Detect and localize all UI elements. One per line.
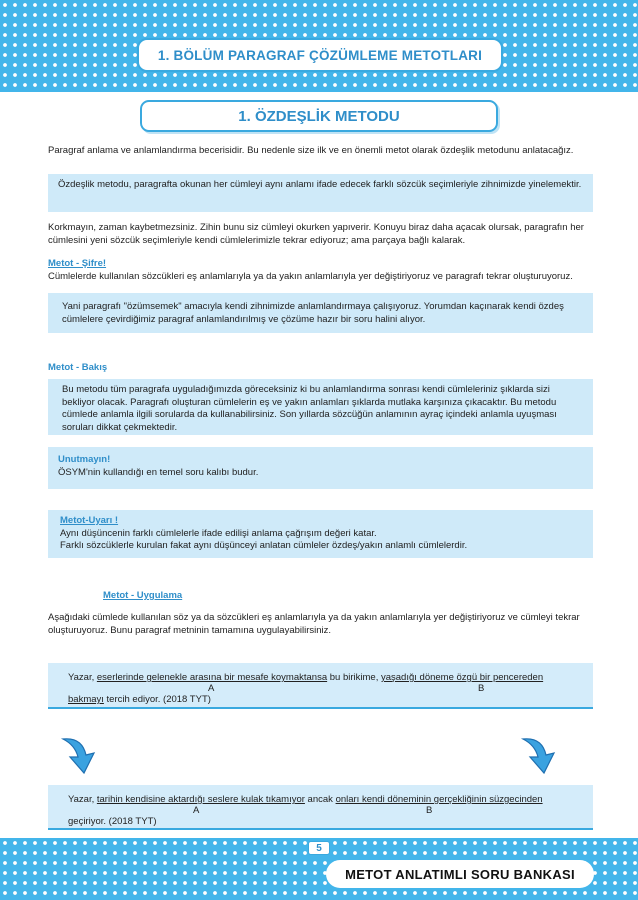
example2-label-a: A — [193, 805, 200, 816]
example-box-2 — [48, 785, 593, 830]
sifre-section — [48, 258, 593, 283]
example1-text-2: bu birikime, — [327, 672, 381, 683]
unutmayin-box — [48, 447, 593, 489]
example1-text-1: Yazar, — [68, 672, 97, 683]
intro-paragraph: Paragraf anlama ve anlamlandırma becerisidir. Bu nedenle size ilk ve en önemli metot olarak özdeşlik metodunu anlatacağız. — [48, 145, 574, 156]
page-number: 5 — [308, 841, 330, 855]
example1-text-3: tercih ediyor. (2018 TYT) — [103, 694, 211, 705]
uyari-heading: Metot-Uyarı ! — [60, 515, 119, 526]
uyari-box — [48, 510, 593, 558]
unutmayin-text: ÖSYM'nin kullandığı en temel soru kalıbı budur. — [58, 466, 259, 478]
unutmayin-heading: Unutmayın! — [58, 454, 111, 465]
section-title: 1. ÖZDEŞLİK METODU — [140, 100, 498, 132]
example1-label-a: A — [208, 683, 215, 694]
example2-label-b: B — [426, 805, 433, 816]
chapter-title: 1. BÖLÜM PARAGRAF ÇÖZÜMLEME METOTLARI — [137, 38, 503, 72]
summary-box: Yani paragrafı "özümsemek" amacıyla kendi zihnimizde anlamlandırmaya çalışıyoruz. Yorumdan kaçınarak kendi özdeş cümlelere çevirdiğimiz paragraf anlamlandırılmış ve çözüme hazır bir soru halini alıyor. — [48, 293, 593, 333]
explanation-paragraph: Korkmayın, zaman kaybetmezsiniz. Zihin bunu siz cümleyi okurken yapıverir. Konuyu biraz daha açacak olursak, paragrafın her cümlesini yeni sözcük seçimleriyle kendi cümlelerimizle tekrar ediyoruz; ama parçaya bağlı kalarak. — [48, 222, 584, 246]
bakis-heading: Metot - Bakış — [48, 362, 108, 373]
book-title-banner: METOT ANLATIMLI SORU BANKASI — [326, 860, 594, 888]
example-box-1 — [48, 663, 593, 709]
example1-phrase-a: eserlerinde gelenekle arasına bir mesafe koymaktansa — [96, 672, 328, 683]
uyari-line-1: Aynı düşüncenin farklı cümlelerle ifade edilişi anlama çağrışım değeri katar. — [60, 527, 377, 539]
uyari-line-2: Farklı sözcüklerle kurulan fakat aynı düşünceyi anlatan cümleler özdeş/yakın anlamlı cümlelerdir. — [60, 540, 468, 551]
example2-text-3: geçiriyor. (2018 TYT) — [68, 816, 157, 827]
sifre-text: Cümlelerde kullanılan sözcükleri eş anlamlarıyla ya da yakın anlamlarıyla yer değiştiriyoruz ve paragrafı tekrar oluşturuyoruz. — [48, 270, 573, 282]
example2-phrase-b: onları kendi döneminin gerçekliğinin süzgecinden — [335, 794, 543, 805]
bakis-box: Bu metodu tüm paragrafa uyguladığımızda göreceksiniz ki bu anlamlandırma sonrası kendi cümleleriniz şıklarda sizi bekliyor olacak. Paragrafı oluşturan cümlelerin eş ve yakın anlamları şıklarda mutlaka karşınıza çıkacaktır. Bu metodu cümlede anlamla ilgili sorularda da kullanabilirsiniz. Son yıllarda sözcüğün anlamının ayraç içindeki anlamla uyuşması soruları dikkat çekmektedir. — [48, 379, 593, 435]
example2-phrase-a: tarihin kendisine aktardığı seslere kulak tıkamıyor — [96, 794, 305, 805]
uygulama-text: Aşağıdaki cümlede kullanılan söz ya da sözcükleri eş anlamlarıyla ya da yakın anlamlarıyla yer değiştiriyoruz ve cümleyi tekrar oluşturuyoruz. Bunu paragraf metninin tamamına uygulayabilirsiniz. — [48, 612, 580, 636]
example2-text-2: ancak — [304, 794, 336, 805]
example1-phrase-b: yaşadığı döneme özgü bir pencereden — [380, 672, 544, 683]
curved-down-arrow-icon — [520, 735, 562, 775]
example1-label-b: B — [478, 683, 485, 694]
uygulama-heading: Metot - Uygulama — [103, 590, 183, 601]
curved-down-arrow-icon — [60, 735, 102, 775]
sifre-heading: Metot - Şifre! — [48, 258, 107, 269]
example2-text-1: Yazar, — [68, 794, 97, 805]
example1-phrase-b-cont: bakmayı — [68, 694, 104, 705]
definition-box: Özdeşlik metodu, paragrafta okunan her cümleyi aynı anlamı ifade edecek farklı sözcük seçimleriyle zihnimizde yinelemektir. — [48, 174, 593, 212]
